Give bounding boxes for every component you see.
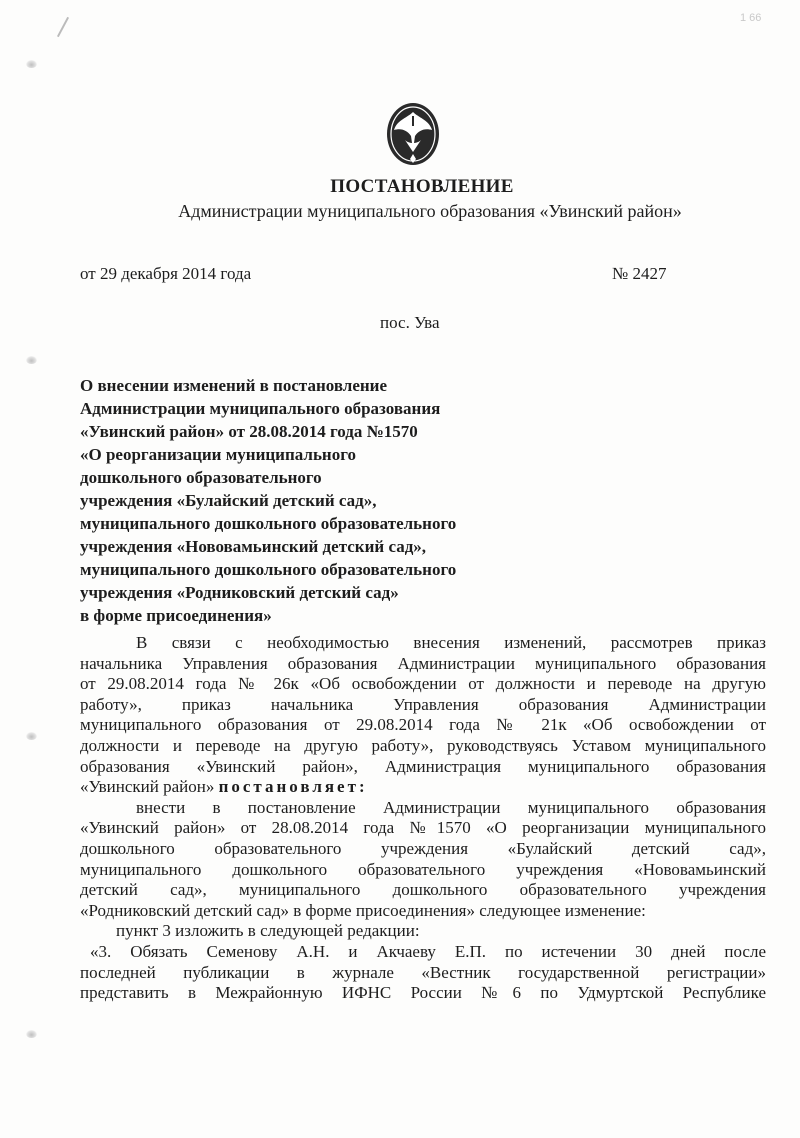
body-line: последней публикации в журнале «Вестник государственной регистрации» — [80, 962, 766, 982]
body-line: муниципального дошкольного образовательного учреждения «Нововамьинский — [80, 859, 766, 879]
document-body — [80, 633, 766, 1004]
body-line: внести в постановление Администрации муниципального образования — [136, 797, 766, 817]
body-line: от 29.08.2014 года № 26к «Об освобождении от должности и переводе на другую — [80, 674, 766, 694]
subject-line: учреждения «Булайский детский сад», — [80, 491, 377, 510]
subject-line: дошкольного образовательного — [80, 468, 322, 487]
body-line: «Увинский район» от 28.08.2014 года №1570 «О реорганизации муниципального — [80, 818, 766, 838]
subject-line: О внесении изменений в постановление — [80, 376, 387, 395]
body-line: дошкольного образовательного учреждения «Булайский детский сад», — [80, 838, 766, 858]
body-line: муниципального образования от 29.08.2014 года № 21к «Об освобождении от — [80, 715, 766, 735]
corner-page-mark: 1 66 — [740, 12, 762, 24]
document-issuer: Администрации муниципального образования «Увинский район» — [178, 201, 682, 221]
document-place: пос. Ува — [380, 313, 440, 332]
subject-line: муниципального дошкольного образовательного — [80, 560, 457, 579]
subject-line: учреждения «Нововамьинский детский сад», — [80, 537, 427, 556]
body-line: образования «Увинский район», Администрация муниципального образования — [80, 756, 766, 776]
body-line: «Родниковский детский сад» в форме присоединения» следующее изменение: — [80, 900, 646, 920]
punch-hole — [26, 60, 37, 68]
document-subject — [80, 374, 456, 627]
pencil-mark — [57, 17, 69, 37]
body-line: начальника Управления образования Администрации муниципального образования — [80, 653, 766, 673]
body-line: представить в Межрайонную ИФНС России №6 по Удмуртской Республике — [80, 983, 766, 1003]
subject-line: «О реорганизации муниципального — [80, 445, 357, 464]
subject-line: в форме присоединения» — [80, 606, 272, 625]
body-line-prefix: «Увинский район» — [80, 777, 215, 797]
document-title: ПОСТАНОВЛЕНИЕ — [330, 176, 514, 197]
document-number: № 2427 — [612, 264, 667, 283]
resolves-word: постановляет: — [218, 777, 368, 797]
subject-line: муниципального дошкольного образовательного — [80, 514, 457, 533]
body-line: должности и переводе на другую работу», руководствуясь Уставом муниципального — [80, 735, 766, 755]
body-line: работу», приказ начальника Управления образования Администрации — [80, 694, 766, 714]
body-line: пункт 3 изложить в следующей редакции: — [116, 921, 420, 941]
subject-line: Администрации муниципального образования — [80, 399, 441, 418]
body-line: детский сад», муниципального дошкольного образовательного учреждения — [80, 880, 766, 900]
body-line: «3. Обязать Семенову А.Н. и Акчаеву Е.П. по истечении 30 дней после — [90, 941, 766, 961]
subject-line: учреждения «Родниковский детский сад» — [80, 583, 399, 602]
punch-hole — [26, 356, 37, 364]
subject-line: «Увинский район» от 28.08.2014 года №1570 — [80, 422, 418, 441]
body-line: В связи с необходимостью внесения изменений, рассмотрев приказ — [136, 633, 766, 652]
body-line — [80, 777, 766, 798]
punch-hole — [26, 732, 37, 740]
punch-hole — [26, 1030, 37, 1038]
udmurt-coat-of-arms-icon — [383, 100, 443, 170]
document-date: от 29 декабря 2014 года — [80, 264, 252, 283]
